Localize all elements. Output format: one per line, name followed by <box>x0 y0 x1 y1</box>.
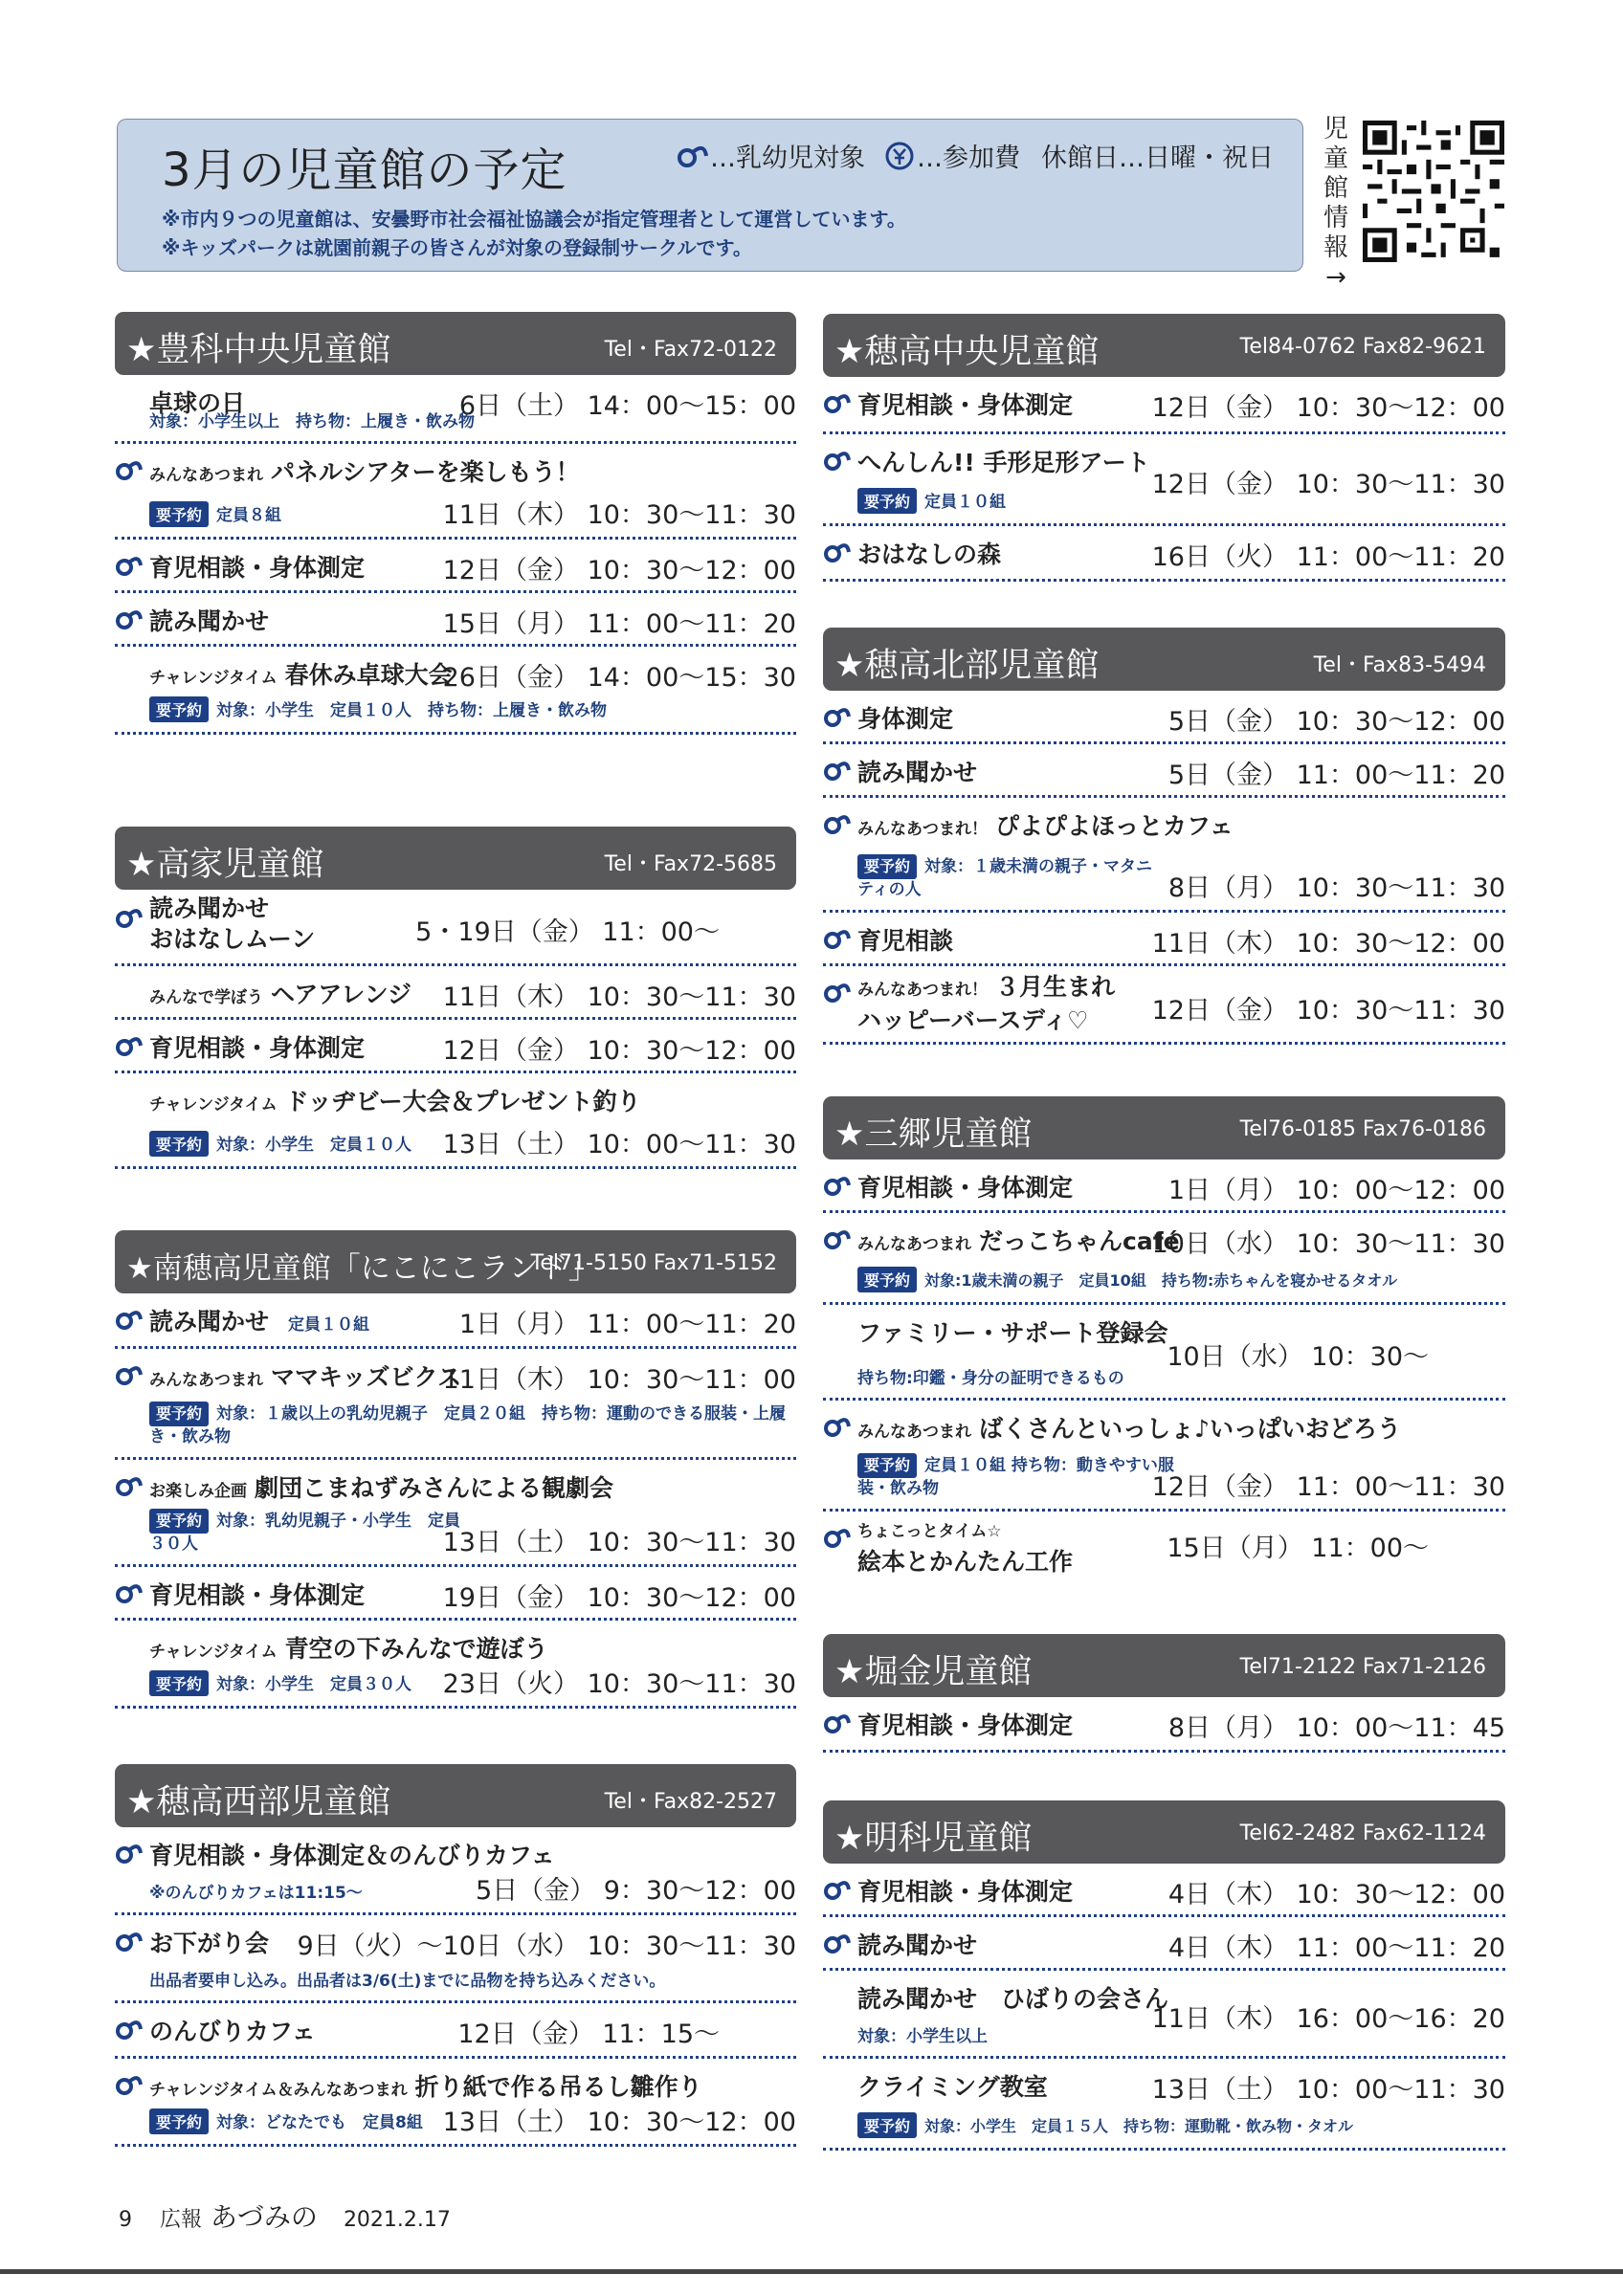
event-title-block <box>857 972 1115 1036</box>
event-row <box>115 1827 796 1915</box>
event-row <box>823 434 1505 526</box>
event-date: 12日（金） 10：30～11：30 <box>1151 996 1505 1026</box>
event-date: 12日（金） 11：00～11：30 <box>1151 1472 1505 1502</box>
reservation-tag: 要予約 <box>149 2108 209 2134</box>
section-title-bar <box>823 314 1505 377</box>
event-date: 1日（月） 10：00～12：00 <box>1167 1176 1505 1205</box>
section-title-bar <box>823 1634 1505 1697</box>
event-prefix: チャレンジタイム <box>149 1643 278 1662</box>
section-title-bar <box>823 1096 1505 1159</box>
event-note: 定員８組 <box>216 506 282 525</box>
event-prefix: みんなで学ぼう <box>149 988 263 1007</box>
event-date: 12日（金） 10：30～12：00 <box>442 1036 796 1066</box>
event-title-2: ハッピーバースディ♡ <box>857 1006 1089 1034</box>
event-title-line <box>857 807 1234 842</box>
event-date: 23日（火） 10：30～11：30 <box>442 1669 796 1699</box>
yen-coin-icon <box>882 139 917 173</box>
event-row <box>823 2059 1505 2151</box>
event-date: 1日（月） 11：00～11：20 <box>458 1310 796 1339</box>
baby-hook-icon <box>115 2015 144 2043</box>
event-prefix: チャレンジタイム <box>149 669 278 688</box>
event-title: 折り紙で作る吊るし雛作り <box>414 2073 702 2101</box>
baby-hook-icon <box>823 1412 852 1441</box>
section-takaie <box>115 827 796 1169</box>
event-prefix: チャレンジタイム＆みんなあつまれ <box>149 2081 408 2100</box>
event-date: 11日（木） 10：30～11：30 <box>442 500 796 530</box>
event-date: 15日（月） 11：00～11：20 <box>442 609 796 639</box>
event-note: 出品者要申し込み。出品者は3/6(土)までに品物を持ち込みください。 <box>149 1972 666 1991</box>
event-row <box>115 1460 796 1567</box>
schedule-header-box <box>117 119 1303 272</box>
section-tel: Tel・Fax72-5685 <box>604 852 777 876</box>
event-title: ドッヂビー大会＆プレゼント釣り <box>284 1088 641 1115</box>
event-prefix: みんなあつまれ <box>149 466 263 485</box>
event-title-line <box>149 1358 461 1393</box>
section-name: ★堀金児童館 <box>834 1653 1033 1691</box>
page-footer <box>119 2197 451 2235</box>
baby-hook-icon <box>115 1927 144 1955</box>
section-name: ★穂高中央児童館 <box>834 333 1100 371</box>
event-title: 劇団こまねずみさんによる観劇会 <box>255 1474 614 1502</box>
reservation-tag: 要予約 <box>149 1131 209 1157</box>
baby-hook-icon <box>115 1031 144 1060</box>
event-row <box>823 744 1505 798</box>
event-title-line <box>149 1630 548 1665</box>
event-note: 対象：小学生以上 持ち物：上履き・飲み物 <box>149 412 475 431</box>
baby-hook-icon <box>823 1171 852 1200</box>
baby-hook-icon <box>823 978 852 1006</box>
baby-hook-icon <box>823 538 852 566</box>
event-date: 8日（月） 10：00～11：45 <box>1167 1713 1505 1743</box>
event-title: 読み聞かせ <box>149 894 270 922</box>
section-name: ★明科児童館 <box>834 1820 1033 1858</box>
reservation-tag: 要予約 <box>149 696 209 722</box>
section-name: ★南穂高児童館「にこにこランド」 <box>126 1251 598 1286</box>
event-row <box>115 1621 796 1709</box>
page-number: 9 <box>119 2208 132 2232</box>
bottom-rule <box>0 2269 1623 2274</box>
section-hotakaseibu <box>115 1764 796 2147</box>
event-note-line <box>149 1402 796 1447</box>
publication-brand <box>160 2201 318 2233</box>
section-tel: Tel71-5150 Fax71-5152 <box>530 1251 777 1275</box>
section-title-bar <box>115 1764 796 1827</box>
event-title-line <box>149 656 453 691</box>
reservation-tag: 要予約 <box>149 1509 209 1534</box>
section-title-bar <box>823 1800 1505 1864</box>
event-title: 育児相談・身体測定 <box>149 554 366 582</box>
event-title: 絵本とかんたん工作 <box>857 1548 1074 1576</box>
issue-date: 2021.2.17 <box>343 2208 451 2232</box>
event-date: 13日（土） 10：30～12：00 <box>442 2108 796 2137</box>
section-hotakahokubu <box>823 628 1505 1045</box>
baby-hook-icon <box>823 1523 852 1552</box>
event-row <box>823 966 1505 1045</box>
event-row <box>823 526 1505 582</box>
section-name: ★豊科中央児童館 <box>126 331 391 369</box>
section-tel: Tel・Fax83-5494 <box>1313 653 1486 677</box>
event-date: 13日（土） 10：00～11：30 <box>1151 2075 1505 2105</box>
event-note: 対象：乳幼児親子・小学生 定員３０人 <box>149 1512 461 1554</box>
event-row <box>115 1020 796 1073</box>
event-row <box>823 1917 1505 1971</box>
event-note-line <box>857 854 1164 900</box>
reservation-tag: 要予約 <box>149 1402 209 1426</box>
event-title: へんしん!! 手形足形アート <box>857 449 1150 476</box>
event-note: 定員１０組 <box>924 493 1007 512</box>
event-date: 11日（木） 10：30～11：30 <box>442 982 796 1012</box>
event-title-block <box>857 1513 1073 1578</box>
event-note: ※のんびりカフェは11:15～ <box>149 1884 363 1903</box>
event-row <box>115 1567 796 1621</box>
event-date: 26日（金） 14：00～15：30 <box>442 663 796 693</box>
event-row <box>823 798 1505 913</box>
event-prefix: みんなあつまれ <box>857 1423 971 1442</box>
section-horigane <box>823 1634 1505 1753</box>
brand-name: あづみの <box>210 2201 318 2233</box>
icon-legend <box>676 137 1274 174</box>
event-date: 16日（火） 11：00～11：20 <box>1151 542 1505 572</box>
section-tel: Tel71-2122 Fax71-2126 <box>1239 1655 1486 1679</box>
event-date: 4日（木） 10：30～12：00 <box>1167 1880 1505 1910</box>
event-note-line <box>857 1453 1183 1499</box>
reservation-tag: 要予約 <box>857 854 917 879</box>
page-title: 3月の児童館の予定 <box>162 144 567 197</box>
event-title: 育児相談・身体測定 <box>149 1581 366 1609</box>
qr-code[interactable] <box>1363 121 1504 262</box>
event-date: 11日（木） 16：00～16：20 <box>1151 2004 1505 2034</box>
event-date: 5・19日（金） 11：00～ <box>415 917 720 947</box>
event-date: 12日（金） 10：30～12：00 <box>442 556 796 585</box>
reservation-tag: 要予約 <box>149 1670 209 1696</box>
baby-hook-icon <box>115 1471 144 1500</box>
event-note: 対象：どなたでも 定員8組 <box>216 2113 423 2132</box>
event-date: 11日（木） 10：30～12：00 <box>1151 929 1505 959</box>
baby-hook-icon <box>823 702 852 731</box>
event-row <box>823 1697 1505 1753</box>
event-date: 12日（金） 11：15～ <box>457 2020 720 2049</box>
event-date: 4日（木） 11：00～11：20 <box>1167 1933 1505 1963</box>
event-note-line <box>149 1670 411 1696</box>
event-row <box>115 1349 796 1460</box>
event-note: 対象:1歳未満の親子 定員10組 持ち物:赤ちゃんを寝かせるタオル <box>924 1271 1398 1290</box>
baby-hook-icon <box>823 1225 852 1253</box>
event-row <box>115 2003 796 2059</box>
event-title: 育児相談・身体測定 <box>857 1174 1074 1202</box>
event-note: 対象：小学生 定員１５人 持ち物：運動靴・飲み物・タオル <box>924 2117 1354 2135</box>
section-name: ★穂高西部児童館 <box>126 1783 391 1821</box>
event-title: お下がり会 <box>149 1930 270 1957</box>
event-row <box>115 593 796 647</box>
section-title-bar <box>823 628 1505 691</box>
event-row <box>115 444 796 540</box>
baby-hook-icon <box>823 388 852 417</box>
section-title-bar <box>115 1230 796 1293</box>
baby-hook-icon <box>115 455 144 484</box>
event-date: 5日（金） 9：30～12：00 <box>475 1876 796 1906</box>
event-prefix: チャレンジタイム <box>149 1095 278 1115</box>
section-toyoshina <box>115 312 796 735</box>
event-date: 12日（金） 10：30～11：30 <box>1151 470 1505 499</box>
event-title: 育児相談・身体測定＆のんびりカフェ <box>149 1842 555 1869</box>
event-note: 持ち物:印鑑・身分の証明できるもの <box>857 1369 1124 1388</box>
section-title-bar <box>115 827 796 890</box>
event-row <box>823 1305 1505 1401</box>
header-note-1: ※市内９つの児童館は、安曇野市社会福祉協議会が指定管理者として運営しています。 <box>162 208 906 231</box>
baby-hook-icon <box>115 551 144 580</box>
baby-hook-icon <box>823 1929 852 1957</box>
section-tel: Tel76-0185 Fax76-0186 <box>1239 1117 1486 1141</box>
event-date: 19日（金） 10：30～12：00 <box>442 1583 796 1613</box>
event-prefix: みんなあつまれ <box>857 1235 971 1254</box>
legend-infant-label: …乳幼児対象 <box>710 144 865 173</box>
event-date: 13日（土） 10：00～11：30 <box>442 1130 796 1159</box>
event-title-line <box>149 1303 369 1337</box>
event-title: ３月生まれ <box>995 973 1116 1001</box>
event-row <box>115 2059 796 2147</box>
event-row <box>823 913 1505 966</box>
baby-hook-icon <box>823 756 852 784</box>
event-row <box>823 1512 1505 1578</box>
event-row <box>823 377 1505 434</box>
event-date: 13日（土） 10：30～11：30 <box>442 1528 796 1557</box>
event-prefix: みんなあつまれ <box>149 1371 263 1390</box>
event-note-line <box>149 2108 423 2134</box>
section-title-bar <box>115 312 796 375</box>
event-title: 育児相談・身体測定 <box>857 1711 1074 1739</box>
event-date: 5日（金） 11：00～11：20 <box>1167 761 1505 790</box>
event-note: 対象：小学生 定員３０人 <box>216 1675 412 1694</box>
section-tel: Tel62-2482 Fax62-1124 <box>1239 1821 1486 1845</box>
event-title: 読み聞かせ <box>149 607 270 635</box>
event-title: パネルシアターを楽しもう！ <box>271 458 580 486</box>
event-title: だっこちゃんcafé <box>979 1227 1180 1255</box>
legend-fee-label: …参加費 <box>917 144 1020 173</box>
event-title: ヘアアレンジ <box>271 981 412 1008</box>
event-date: 10日（水） 10：30～ <box>1167 1342 1429 1372</box>
qr-caption: 児童館情報→ <box>1323 115 1348 292</box>
event-title: クライミング教室 <box>857 2073 1048 2101</box>
event-row <box>823 691 1505 744</box>
legend-closed-label: 休館日…日曜・祝日 <box>1041 144 1274 173</box>
event-note: 対象：小学生 定員１０人 持ち物：上履き・飲み物 <box>216 701 608 720</box>
reservation-tag: 要予約 <box>149 501 209 527</box>
event-date: 5日（金） 10：30～12：00 <box>1167 707 1505 737</box>
event-title: 読み聞かせ <box>857 759 978 786</box>
event-title: ばくさんといっしょ♪いっぱいおどろう <box>979 1415 1401 1443</box>
event-row <box>115 1073 796 1169</box>
baby-hook-icon <box>823 1875 852 1904</box>
section-name: ★三郷児童館 <box>834 1115 1033 1154</box>
event-title: 育児相談 <box>857 927 954 955</box>
event-title-line <box>149 1083 641 1117</box>
event-title: 身体測定 <box>857 705 954 733</box>
baby-hook-icon <box>823 924 852 953</box>
baby-hook-icon <box>823 446 852 475</box>
baby-hook-icon <box>115 1839 144 1867</box>
event-title-line <box>857 1223 1180 1257</box>
event-title-line <box>149 453 580 488</box>
event-title: 青空の下みんなで遊ぼう <box>284 1635 548 1663</box>
event-note: 定員１０組 <box>288 1315 370 1335</box>
event-note-line <box>857 2112 1353 2138</box>
baby-hook-icon <box>115 1578 144 1607</box>
event-title: 春休み卓球大会 <box>284 661 453 689</box>
section-akashina <box>823 1800 1505 2151</box>
event-prefix: お楽しみ企画 <box>149 1482 247 1501</box>
event-title: 読み聞かせ ひばりの会さん <box>857 1985 1169 2013</box>
event-note-line <box>149 1509 475 1555</box>
event-date: 9日（火）～10日（水） 10：30～11：30 <box>297 1932 796 1961</box>
baby-hook-icon <box>115 1360 144 1389</box>
event-row <box>823 1213 1505 1305</box>
event-note: 対象：１歳未満の親子・マタニティの人 <box>857 857 1153 899</box>
event-title: のんびりカフェ <box>149 2018 316 2045</box>
event-row <box>115 647 796 735</box>
header-note-2: ※キッズパークは就園前親子の皆さんが対象の登録制サークルです。 <box>162 236 752 259</box>
event-title: 育児相談・身体測定 <box>149 1034 366 1062</box>
baby-hook-icon <box>676 139 710 173</box>
baby-hook-icon <box>115 1305 144 1334</box>
reservation-tag: 要予約 <box>857 1453 917 1478</box>
baby-hook-icon <box>823 1709 852 1737</box>
event-date: 15日（月） 11：00～ <box>1167 1534 1429 1563</box>
event-title-line <box>857 1410 1401 1445</box>
section-misato <box>823 1096 1505 1578</box>
reservation-tag: 要予約 <box>857 488 917 514</box>
event-row <box>823 1159 1505 1213</box>
event-note-line <box>149 696 607 722</box>
event-date: 6日（土） 14：00～15：00 <box>458 391 796 421</box>
baby-hook-icon <box>823 809 852 838</box>
section-name: ★高家児童館 <box>126 846 324 884</box>
event-title: 育児相談・身体測定 <box>857 1878 1074 1906</box>
event-prefix: ちょこっとタイム☆ <box>857 1522 1002 1541</box>
event-row <box>115 375 796 444</box>
event-row <box>115 966 796 1020</box>
event-note-line <box>149 1131 411 1157</box>
event-note: 定員１０組 持ち物：動きやすい服装・飲み物 <box>857 1456 1174 1498</box>
event-title-line <box>149 2068 702 2103</box>
event-note-line <box>857 488 1006 514</box>
event-date: 8日（月） 10：30～11：30 <box>1167 873 1505 903</box>
event-row <box>115 1915 796 2003</box>
event-date: 10日（水） 10：30～11：30 <box>1151 1229 1505 1259</box>
event-prefix: みんなあつまれ！ <box>857 981 988 1000</box>
section-name: ★穂高北部児童館 <box>834 647 1100 685</box>
event-row <box>115 540 796 593</box>
section-minamihotaka <box>115 1230 796 1709</box>
event-note: 対象：１歳以上の乳幼児親子 定員２０組 持ち物：運動のできる服装・上履き・飲み物 <box>149 1404 787 1446</box>
section-tel: Tel・Fax82-2527 <box>604 1790 777 1814</box>
event-title: 読み聞かせ <box>857 1932 978 1959</box>
event-row <box>823 1864 1505 1917</box>
event-title: 卓球の日 <box>149 389 246 417</box>
event-title: 読み聞かせ <box>149 1308 270 1336</box>
brand-prefix: 広報 <box>160 2208 203 2232</box>
event-title-line <box>149 1469 613 1504</box>
event-title: 育児相談・身体測定 <box>857 391 1074 419</box>
baby-hook-icon <box>115 605 144 633</box>
event-note-line <box>857 1267 1397 1292</box>
event-row <box>115 890 796 966</box>
event-title: ママキッズビクス <box>271 1363 462 1391</box>
reservation-tag: 要予約 <box>857 1267 917 1292</box>
event-row <box>823 1401 1505 1512</box>
event-prefix: みんなあつまれ！ <box>857 820 988 839</box>
event-title-block <box>149 894 315 955</box>
event-date: 11日（木） 10：30～11：00 <box>442 1365 796 1395</box>
section-hotakachuo <box>823 314 1505 582</box>
event-title: ぴよぴよほっとカフェ <box>995 812 1234 840</box>
event-row <box>823 1971 1505 2059</box>
event-title-line <box>149 976 411 1010</box>
section-tel: Tel84-0762 Fax82-9621 <box>1239 335 1486 359</box>
event-note: 対象：小学生以上 <box>857 2027 988 2046</box>
baby-hook-icon <box>115 2070 144 2099</box>
event-note-line <box>149 501 281 527</box>
event-row <box>115 1293 796 1349</box>
event-title: ファミリー・サポート登録会 <box>857 1319 1168 1347</box>
event-title-2: おはなしムーン <box>149 925 316 953</box>
event-title: おはなしの森 <box>857 541 1002 568</box>
event-note: 対象：小学生 定員１０人 <box>216 1136 412 1155</box>
event-date: 12日（金） 10：30～12：00 <box>1151 393 1505 423</box>
section-tel: Tel・Fax72-0122 <box>604 338 777 362</box>
baby-hook-icon <box>115 903 144 932</box>
reservation-tag: 要予約 <box>857 2112 917 2138</box>
